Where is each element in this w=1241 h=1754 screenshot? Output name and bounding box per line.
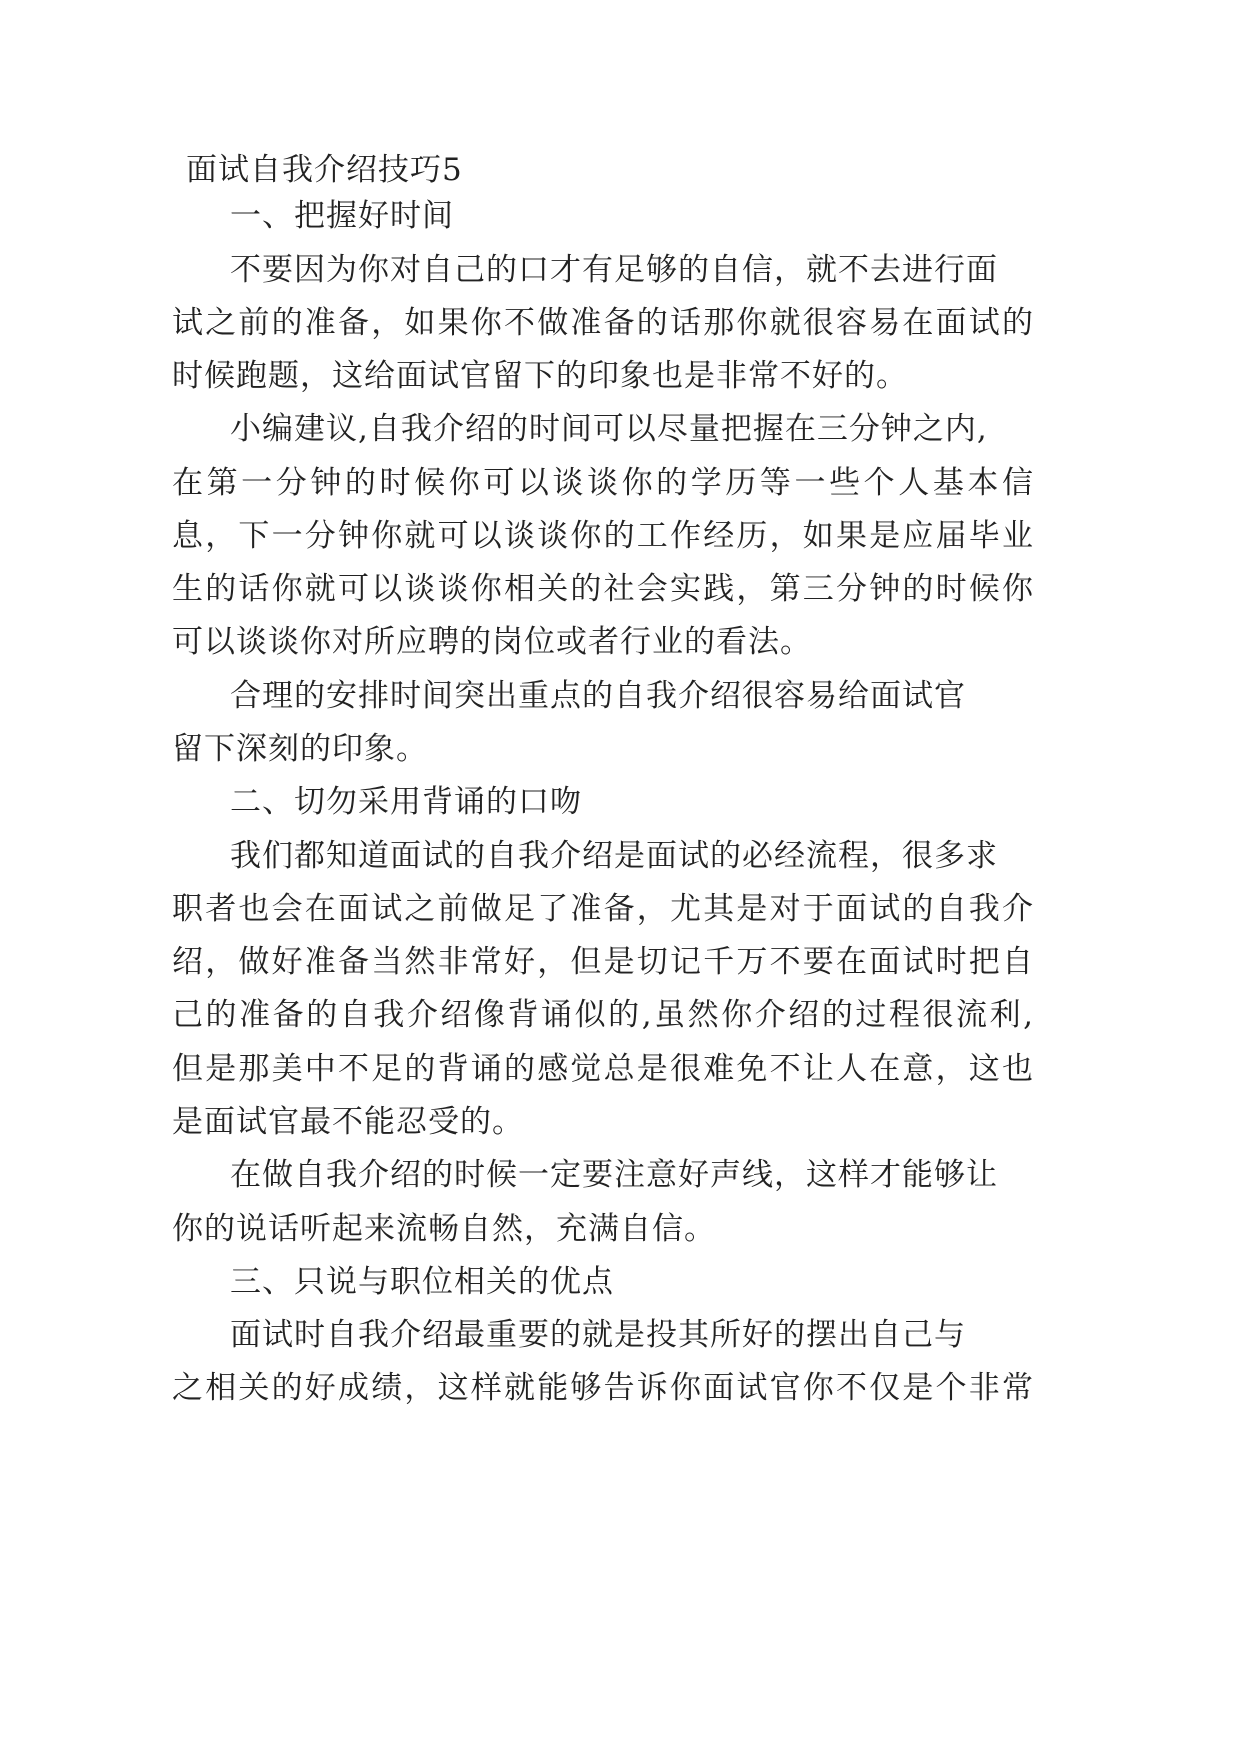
paragraph-line: 合理的安排时间突出重点的自我介绍很容易给面试官 [230, 678, 966, 714]
paragraph-line: 生的话你就可以谈谈你相关的社会实践，第三分钟的时候你 [172, 571, 1034, 607]
paragraph-line: 己的准备的自我介绍像背诵似的,虽然你介绍的过程很流利, [172, 997, 1034, 1033]
paragraph-line: 息，下一分钟你就可以谈谈你的工作经历，如果是应届毕业 [172, 518, 1034, 554]
paragraph-line: 但是那美中不足的背诵的感觉总是很难免不让人在意，这也 [172, 1051, 1034, 1087]
paragraph-line: 职者也会在面试之前做足了准备，尤其是对于面试的自我介 [172, 891, 1034, 927]
section-heading-3: 三、只说与职位相关的优点 [230, 1264, 614, 1300]
section-heading-2: 二、切勿采用背诵的口吻 [230, 784, 582, 820]
paragraph-line: 是面试官最不能忍受的。 [172, 1104, 524, 1140]
paragraph-line: 在第一分钟的时候你可以谈谈你的学历等一些个人基本信 [172, 465, 1034, 501]
paragraph-line: 面试时自我介绍最重要的就是投其所好的摆出自己与 [230, 1317, 966, 1353]
paragraph-line: 不要因为你对自己的口才有足够的自信，就不去进行面 [230, 252, 998, 288]
document-title: 面试自我介绍技巧5 [186, 152, 463, 188]
paragraph-line: 绍，做好准备当然非常好，但是切记千万不要在面试时把自 [172, 944, 1034, 980]
paragraph-line: 小编建议,自我介绍的时间可以尽量把握在三分钟之内, [230, 411, 988, 447]
paragraph-line: 时候跑题，这给面试官留下的印象也是非常不好的。 [172, 358, 908, 394]
paragraph-line: 之相关的好成绩，这样就能够告诉你面试官你不仅是个非常 [172, 1370, 1034, 1406]
paragraph-line: 我们都知道面试的自我介绍是面试的必经流程，很多求 [230, 838, 998, 874]
paragraph-line: 你的说话听起来流畅自然，充满自信。 [172, 1211, 716, 1247]
paragraph-line: 留下深刻的印象。 [172, 731, 428, 767]
paragraph-line: 试之前的准备，如果你不做准备的话那你就很容易在面试的 [172, 305, 1034, 341]
section-heading-1: 一、把握好时间 [230, 198, 454, 234]
paragraph-line: 在做自我介绍的时候一定要注意好声线，这样才能够让 [230, 1157, 998, 1193]
paragraph-line: 可以谈谈你对所应聘的岗位或者行业的看法。 [172, 624, 812, 660]
